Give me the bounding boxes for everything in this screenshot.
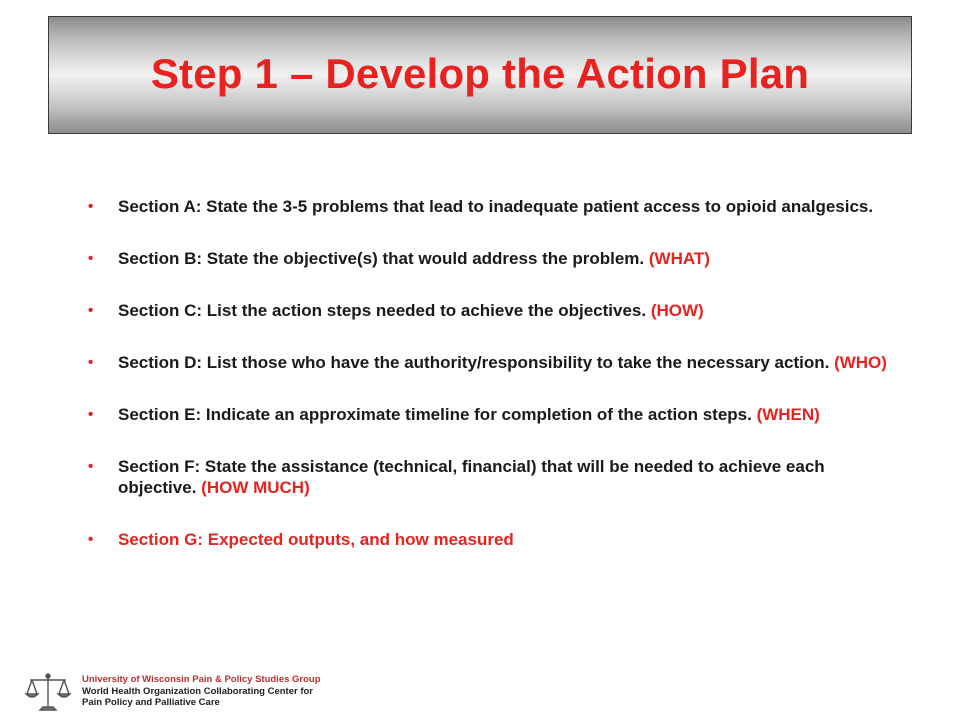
slide-title: Step 1 – Develop the Action Plan [150, 50, 810, 97]
footer-text [82, 674, 321, 709]
bullet-text: Section D: List those who have the authority/responsibility to take the necessary action. [118, 353, 830, 372]
bullet-accent: (HOW) [650, 301, 704, 320]
footer [24, 672, 321, 716]
footer-line-3: Pain Policy and Palliative Care [82, 697, 220, 708]
bullet-icon: • [88, 406, 94, 423]
bullet-text: Section G: Expected outputs, and how measured [118, 530, 514, 549]
bullet-text: Section A: State the 3-5 problems that lead to inadequate patient access to opioid analgesics. [118, 197, 874, 216]
bullet-icon: • [88, 302, 94, 319]
list-item-section-c [88, 300, 898, 321]
scales-of-justice-icon [24, 672, 72, 714]
bullet-accent: (WHEN) [756, 405, 820, 424]
bullet-text: Section B: State the objective(s) that would address the problem. [118, 249, 645, 268]
title-banner [48, 16, 912, 134]
footer-line-2: World Health Organization Collaborating Center for [82, 685, 314, 697]
list-item-section-a [88, 196, 898, 217]
bullet-accent: (WHAT) [648, 249, 710, 268]
bullet-icon: • [88, 354, 94, 371]
list-item-section-e [88, 404, 898, 425]
bullet-icon: • [88, 250, 94, 267]
bullet-text: Section E: Indicate an approximate timeline for completion of the action steps. [118, 405, 752, 424]
list-item-section-d [88, 352, 898, 373]
bullet-icon: • [88, 531, 94, 548]
bullet-text: Section C: List the action steps needed to achieve the objectives. [118, 301, 647, 320]
bullet-accent: (HOW MUCH) [201, 478, 310, 497]
footer-org-name: University of Wisconsin Pain & Policy Studies Group [82, 674, 321, 685]
bullet-accent: (WHO) [834, 353, 887, 372]
bullet-text: Section F: State the assistance (technical, financial) that will be needed to achieve each objective. [118, 457, 825, 497]
list-item-section-b [88, 248, 898, 269]
bullet-icon: • [88, 198, 94, 215]
bullet-icon: • [88, 458, 94, 475]
list-item-section-g [88, 529, 898, 550]
section-list [88, 196, 898, 550]
list-item-section-f [88, 456, 898, 498]
